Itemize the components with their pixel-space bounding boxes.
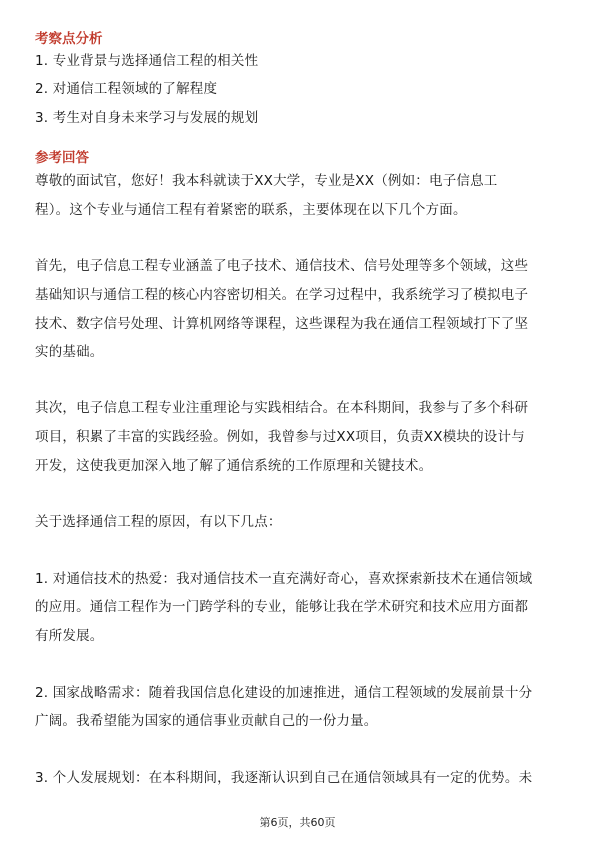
answer-line: 实的基础。 bbox=[35, 344, 104, 360]
answer-line: 1. 对通信技术的热爱：我对通信技术一直充满好奇心，喜欢探索新技术在通信领域 bbox=[35, 571, 533, 587]
section-heading-analysis: 考察点分析 bbox=[35, 31, 103, 47]
analysis-item: 1. 专业背景与选择通信工程的相关性 bbox=[35, 53, 259, 69]
answer-line: 关于选择通信工程的原因，有以下几点： bbox=[35, 514, 282, 530]
section-heading-answer: 参考回答 bbox=[35, 150, 89, 166]
answer-line: 技术、数字信号处理、计算机网络等课程，这些课程为我在通信工程领域打下了坚 bbox=[35, 316, 529, 332]
answer-line: 广阔。我希望能为国家的通信事业贡献自己的一份力量。 bbox=[35, 713, 378, 729]
answer-line: 有所发展。 bbox=[35, 628, 104, 644]
answer-line: 项目，积累了丰富的实践经验。例如，我曾参与过XX项目，负责XX模块的设计与 bbox=[35, 429, 525, 445]
answer-line: 程）。这个专业与通信工程有着紧密的联系，主要体现在以下几个方面。 bbox=[35, 202, 467, 218]
answer-line: 3. 个人发展规划：在本科期间，我逐渐认识到自己在通信领域具有一定的优势。未 bbox=[35, 770, 533, 786]
answer-line: 2. 国家战略需求：随着我国信息化建设的加速推进，通信工程领域的发展前景十分 bbox=[35, 685, 533, 701]
answer-line: 首先，电子信息工程专业涵盖了电子技术、通信技术、信号处理等多个领域，这些 bbox=[35, 258, 529, 274]
analysis-item: 2. 对通信工程领域的了解程度 bbox=[35, 81, 218, 97]
answer-line: 尊敬的面试官，您好！我本科就读于XX大学，专业是XX（例如：电子信息工 bbox=[35, 173, 498, 189]
answer-line: 基础知识与通信工程的核心内容密切相关。在学习过程中，我系统学习了模拟电子 bbox=[35, 287, 529, 303]
answer-line: 开发，这使我更加深入地了解了通信系统的工作原理和关键技术。 bbox=[35, 458, 433, 474]
page-number: 第6页，共60页 bbox=[259, 816, 336, 829]
answer-line: 其次，电子信息工程专业注重理论与实践相结合。在本科期间，我参与了多个科研 bbox=[35, 400, 529, 416]
analysis-item: 3. 考生对自身未来学习与发展的规划 bbox=[35, 110, 259, 126]
answer-line: 的应用。通信工程作为一门跨学科的专业，能够让我在学术研究和技术应用方面都 bbox=[35, 599, 529, 615]
